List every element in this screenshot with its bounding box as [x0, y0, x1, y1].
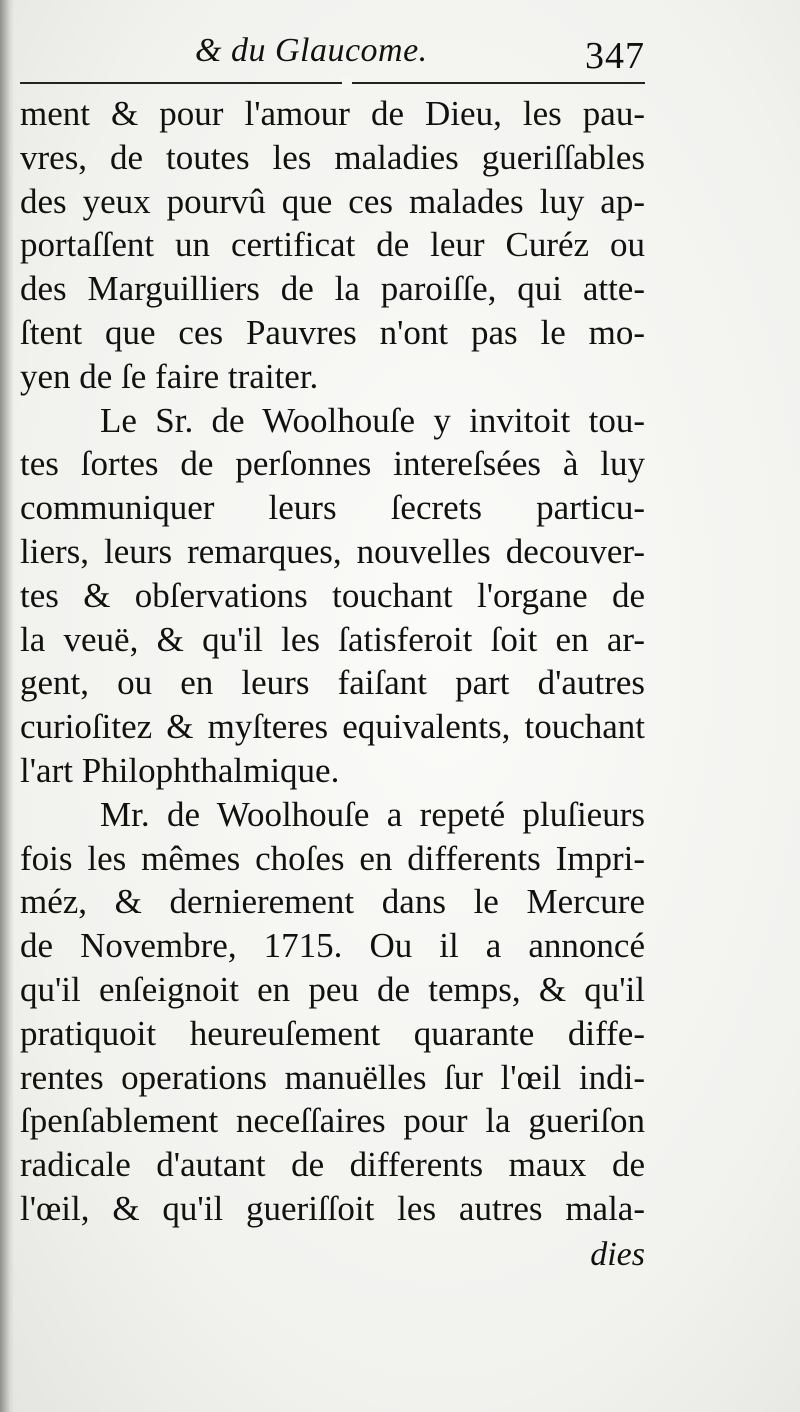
text-line: qu'il enſeignoit en peu de temps, & qu'il [20, 969, 645, 1009]
text-line: de Novembre, 1715. Ou il a annoncé [20, 926, 645, 966]
text-line: ment & pour l'amour de Dieu, les pau- [20, 94, 645, 133]
text-line: la veuë, & qu'il les ſatisferoit ſoit en ar- [20, 619, 645, 659]
text-line: fois les mêmes choſes en differents Impri- [20, 838, 645, 878]
text-line: portaſſent un certificat de leur Curéz ou [20, 225, 645, 265]
text-line: tes & obſervations touchant l'organe de [20, 575, 645, 615]
text-line: méz, & dernierement dans le Mercure [20, 882, 645, 922]
text-line: ſtent que ces Pauvres n'ont pas le mo- [20, 312, 645, 352]
running-title: & du Glaucome. [195, 32, 428, 69]
text-line: ſpenſablement neceſſaires pour la gueriſon [20, 1101, 645, 1141]
text-line: gent, ou en leurs faiſant part d'autres [20, 663, 645, 703]
text-line: l'art Philophthalmique. [20, 750, 340, 790]
text-line: pratiquoit heureuſement quarante diffe- [20, 1013, 645, 1053]
text-line: des yeux pourvû que ces malades luy ap- [20, 181, 645, 221]
text-line: tes ſortes de perſonnes intereſsées à luy [20, 444, 645, 484]
text-line: curioſitez & myſteres equivalents, touchant [20, 707, 645, 747]
paragraph-start-line: Mr. de Woolhouſe a repeté pluſieurs [100, 794, 645, 834]
text-body [20, 92, 645, 1231]
page-number: 347 [585, 35, 645, 77]
text-line: des Marguilliers de la paroiſſe, qui atte- [20, 269, 645, 309]
text-line: rentes operations manuëlles ſur l'œil indi- [20, 1057, 645, 1097]
text-line: communiquer leurs ſecrets particu- [20, 488, 645, 528]
text-line: yen de ſe faire traiter. [20, 356, 319, 396]
text-line: vres, de toutes les maladies gueriſſables [20, 137, 645, 177]
text-line: radicale d'autant de differents maux de [20, 1145, 645, 1185]
header-rule-break [342, 76, 352, 88]
paragraph-start-line: Le Sr. de Woolhouſe y invitoit tou- [100, 400, 645, 440]
text-line: liers, leurs remarques, nouvelles decouver- [20, 531, 645, 571]
page-header [20, 24, 645, 86]
text-line: l'œil, & qu'il gueriſſoit les autres mala- [20, 1188, 645, 1228]
header-rule [20, 82, 645, 84]
catchword: dies [590, 1236, 645, 1273]
